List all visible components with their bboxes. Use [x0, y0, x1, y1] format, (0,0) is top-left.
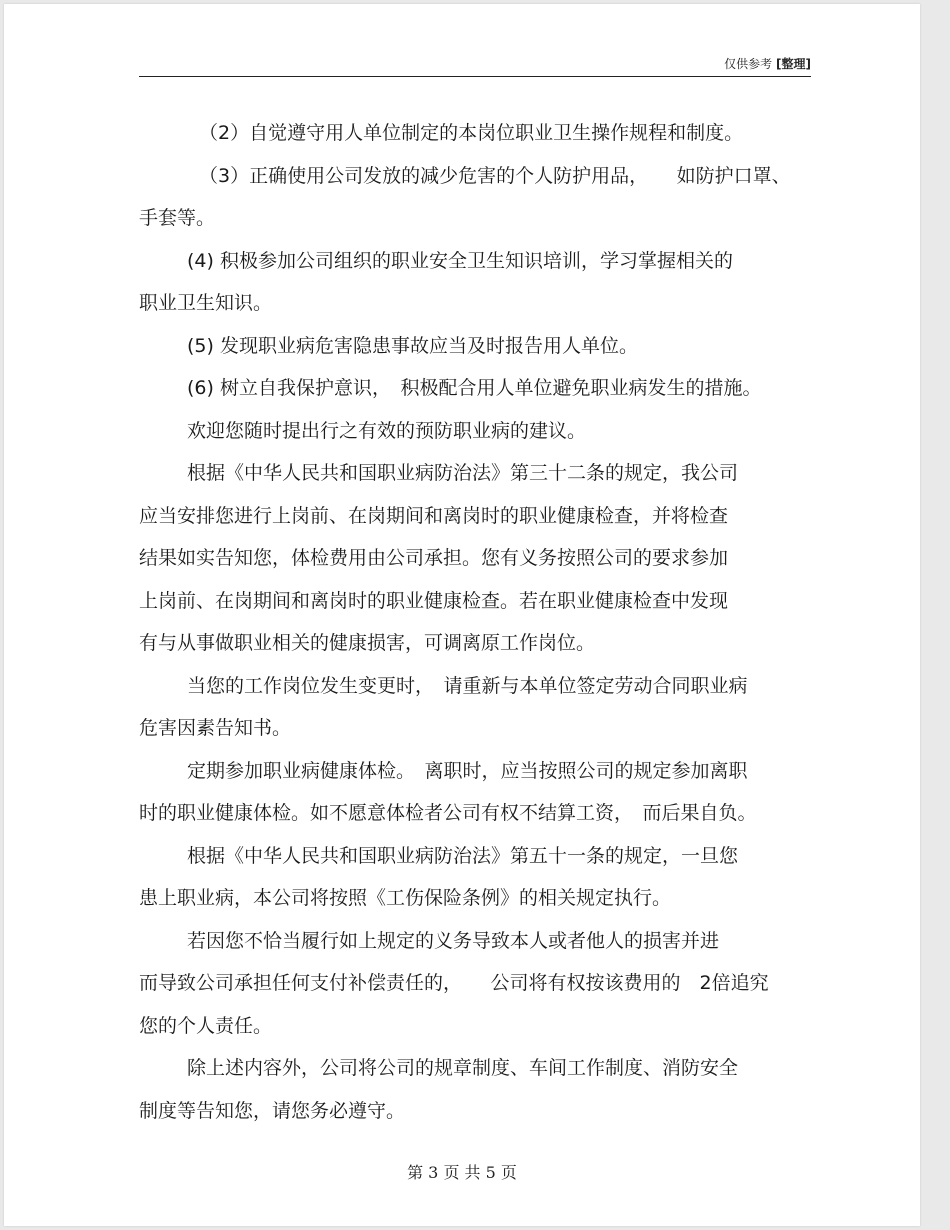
- paragraph-line: （3）正确使用公司发放的减少危害的个人防护用品， 如防护口罩、: [199, 164, 791, 187]
- paragraph-line: （2）自觉遵守用人单位制定的本岗位职业卫生操作规程和制度。: [199, 122, 744, 144]
- document-body: [139, 112, 814, 1132]
- header-text: 仅供参考: [724, 57, 773, 71]
- document-page: [4, 4, 920, 1226]
- paragraph-line: 上岗前、在岗期间和离岗时的职业健康检查。若在职业健康检查中发现: [139, 589, 729, 612]
- paragraph-line: 而导致公司承担任何支付补偿责任的， 公司将有权按该费用的 2倍追究: [139, 972, 769, 994]
- paragraph-line: 根据《中华人民共和国职业病防治法》第五十一条的规定，一旦您: [187, 844, 739, 867]
- paragraph-line: (5) 发现职业病危害隐患事故应当及时报告用人单位。: [187, 334, 638, 357]
- paragraph-line: 应当安排您进行上岗前、在岗期间和离岗时的职业健康检查，并将检查: [139, 504, 729, 527]
- paragraph-line: (4) 积极参加公司组织的职业安全卫生知识培训，学习掌握相关的: [187, 249, 733, 272]
- header-tag: [整理]: [776, 57, 811, 71]
- paragraph-line: 除上述内容外，公司将公司的规章制度、车间工作制度、消防安全: [187, 1057, 739, 1079]
- page-footer: 第 3 页 共 5 页: [407, 1163, 517, 1182]
- paragraph-line: 您的个人责任。: [139, 1014, 273, 1037]
- paragraph-line: 患上职业病，本公司将按照《工伤保险条例》的相关规定执行。: [139, 887, 672, 909]
- paragraph-line: 职业卫生知识。: [139, 292, 273, 314]
- paragraph-line: 结果如实告知您，体检费用由公司承担。您有义务按照公司的要求参加: [139, 547, 729, 569]
- paragraph-line: 根据《中华人民共和国职业病防治法》第三十二条的规定，我公司: [187, 462, 739, 484]
- paragraph-line: 有与从事做职业相关的健康损害，可调离原工作岗位。: [139, 632, 596, 654]
- paragraph-line: 定期参加职业病健康体检。 离职时，应当按照公司的规定参加离职: [187, 759, 748, 782]
- paragraph-line: 当您的工作岗位发生变更时， 请重新与本单位签定劳动合同职业病: [187, 674, 748, 697]
- paragraph-line: 时的职业健康体检。如不愿意体检者公司有权不结算工资， 而后果自负。: [139, 802, 757, 824]
- page-header: [139, 56, 811, 77]
- paragraph-line: (6) 树立自我保护意识， 积极配合用人单位避免职业病发生的措施。: [187, 377, 762, 399]
- paragraph-line: 欢迎您随时提出行之有效的预防职业病的建议。: [187, 419, 587, 442]
- paragraph-line: 危害因素告知书。: [139, 717, 292, 739]
- paragraph-line: 制度等告知您，请您务必遵守。: [139, 1099, 406, 1122]
- paragraph-line: 若因您不恰当履行如上规定的义务导致本人或者他人的损害并进: [187, 929, 720, 952]
- paragraph-line: 手套等。: [139, 207, 216, 229]
